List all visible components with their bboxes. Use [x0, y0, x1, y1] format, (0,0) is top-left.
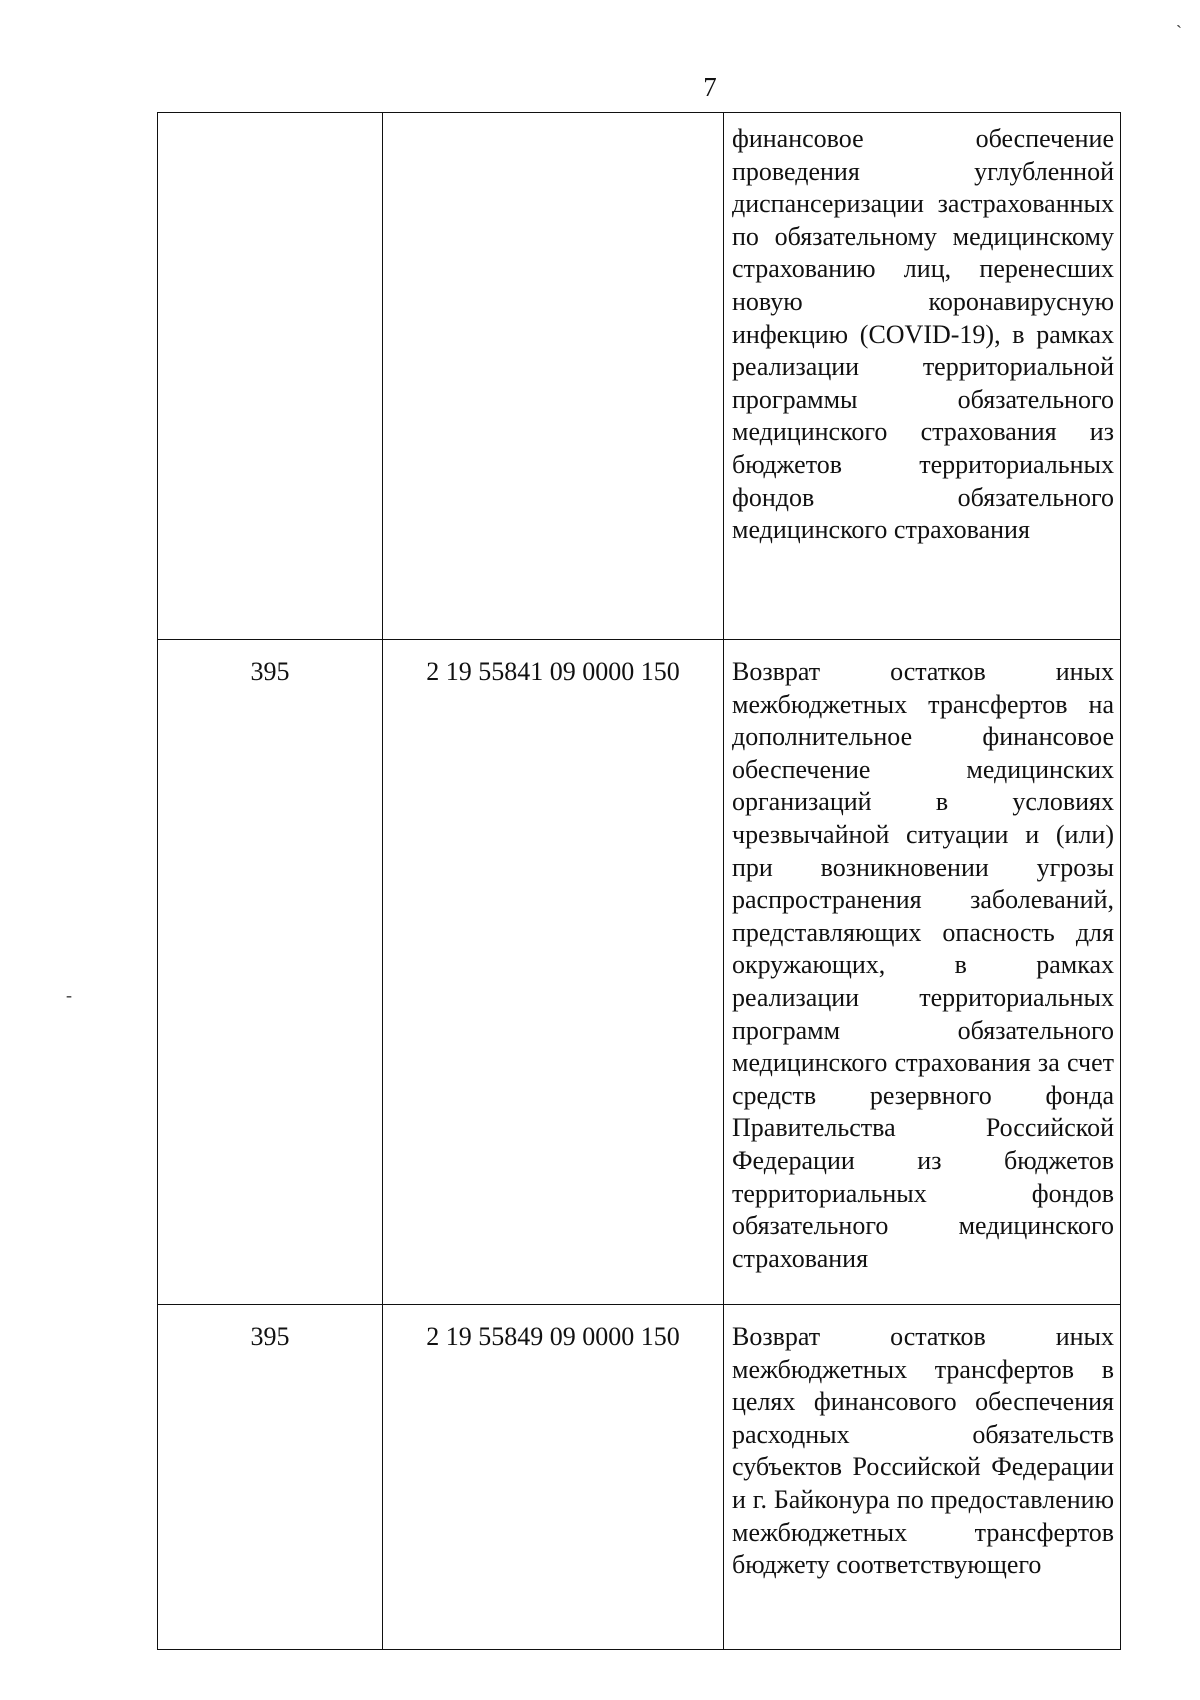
description-cell: финансовое обеспечение проведения углубленной диспансеризации застрахованных по обязательному медицинскому страхованию лиц, перенесших новую коронавирусную инфекцию (COVID-19), в рамках реализации территориальной программы обязательного медицинского страхования из бюджетов территориальных фондов обязательного медицинского страхования [724, 113, 1121, 640]
description-cell: Возврат остатков иных межбюджетных трансфертов в целях финансового обеспечения расходных обязательств субъектов Российской Федерации и г. Байконура по предоставлению межбюджетных трансфертов бюджету соответствующего [724, 1305, 1121, 1650]
budget-classification-table [157, 112, 1121, 1650]
table-row [158, 640, 1121, 1305]
scan-artifact-mark: ˎ [1176, 8, 1182, 28]
scan-artifact-mark: - [66, 985, 72, 1005]
page-number: 7 [703, 72, 717, 102]
table-row [158, 113, 1121, 640]
admin-code-cell [158, 113, 383, 640]
income-code-cell [383, 113, 724, 640]
description-cell: Возврат остатков иных межбюджетных трансфертов на дополнительное финансовое обеспечение медицинских организаций в условиях чрезвычайной ситуации и (или) при возникновении угрозы распространения заболеваний, представляющих опасность для окружающих, в рамках реализации территориальных программ обязательного медицинского страхования за счет средств резервного фонда Правительства Российской Федерации из бюджетов территориальных фондов обязательного медицинского страхования [724, 640, 1121, 1305]
income-code-cell: 2 19 55841 09 0000 150 [383, 640, 724, 1305]
income-code-cell: 2 19 55849 09 0000 150 [383, 1305, 724, 1650]
admin-code-cell: 395 [158, 640, 383, 1305]
table-row [158, 1305, 1121, 1650]
admin-code-cell: 395 [158, 1305, 383, 1650]
